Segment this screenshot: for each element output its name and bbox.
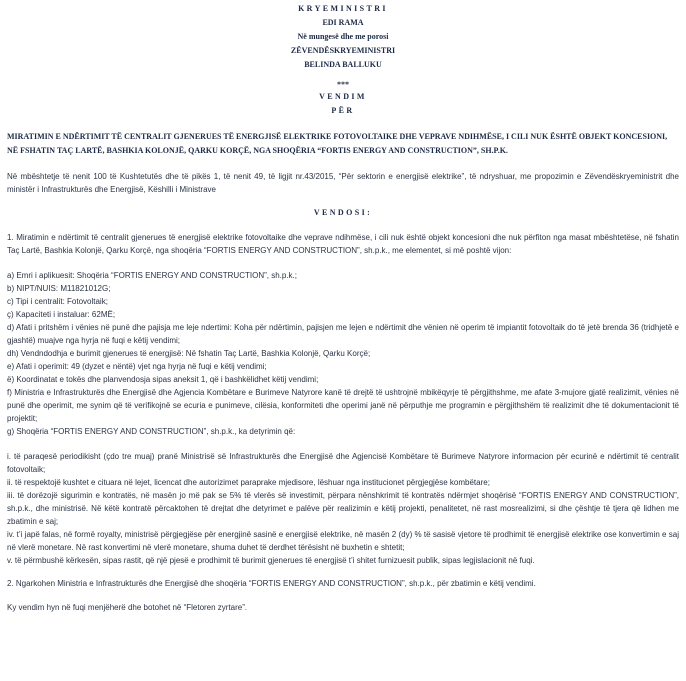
point-1: 1. Miratimin e ndërtimit të centralit gjenerues të energjisë elektrike fotovoltaike dhe veprave ndihmëse, i cili nuk është objekt koncesioni dhe nuk përfiton nga masat mbështetëse, në fshatin Taç Lartë, Bashkia Kolonjë, Qarku Korçë, nga shoqëria “FORTIS ENERGY AND CONSTRUCTION”, sh.p.k., me elementet, si më poshtë vijon: xyxy=(7,233,679,255)
obligation-iv: iv. t’i japë falas, në formë royalty, ministrisë përgjegjëse për energjinë sasinë e energjisë elektrike, në masën 2 (dy) % të sasisë vjetore të prodhimit të energjisë elektrike ose konvertimin e saj në vlerë monetare. Në rast konvertimi në vlerë monetare, shuma duhet të derdhet tërësisht në buxhetin e shtetit; xyxy=(7,530,679,552)
decision-title: MIRATIMIN E NDËRTIMIT TË CENTRALIT GJENERUES TË ENERGJISË ELEKTRIKE FOTOVOLTAIKE DHE VEPRAVE NDIHMËSE, I CILI NUK ËSHTË OBJEKT KONCESIONI, NË FSHATIN TAÇ LARTË, BASHKIA KOLONJË, QARKU KORÇË, NGA SHOQËRIA “FORTIS ENERGY AND CONSTRUCTION”, SH.P.K. xyxy=(7,132,668,155)
document-header xyxy=(7,0,679,118)
element-supervision: f) Ministria e Infrastrukturës dhe Energjisë dhe Agjencia Kombëtare e Burimeve Natyrore kanë të drejtë të ushtrojnë mbikëqyrje të përgjithshme, me afate 3-mujore gjatë realizimit, vënies në punë dhe operimit, me synim që të verifikojnë se ecuria e punimeve, cilësia, konformiteti dhe operimi janë në përputhje me programin e përgjithshëm të realizimit dhe të dokumentacionit të projektit; xyxy=(7,388,679,423)
obligation-iii: iii. të dorëzojë sigurimin e kontratës, në masën jo më pak se 5% të vlerës së investimit, përpara nënshkrimit të kontratës ndërmjet shoqërisë “FORTIS ENERGY AND CONSTRUCTION”, sh.p.k., dhe ministrisë. Në këtë kontratë përcaktohen të drejtat dhe detyrimet e palëve për realizimin e këtij projekti, penalitetet, në rast mosrealizimi, si dhe çështje të tjera që lidhen me zbatimin e saj; xyxy=(7,491,679,526)
header-per: PËR xyxy=(331,106,355,115)
closing-statement: Ky vendim hyn në fuqi menjëherë dhe botohet në “Fletoren zyrtare”. xyxy=(7,602,248,612)
element-type: c) Tipi i centralit: Fotovoltaik; xyxy=(7,297,108,306)
element-coordinates: ë) Koordinatat e tokës dhe planvendosja sipas aneksit 1, që i bashkëlidhet këtij vendimi; xyxy=(7,375,319,384)
header-prime-minister-name: EDI RAMA xyxy=(322,18,364,27)
header-vendim: VENDIM xyxy=(319,92,367,101)
preamble: Në mbështetje të nenit 100 të Kushtetutës dhe të pikës 1, të nenit 49, të ligjit nr.43/2015, “Për sektorin e energjisë elektrike”, të ndryshuar, me propozimin e Zëvendëskryeministrit dhe ministër i Infrastrukturës dhe Energjisë, Këshilli i Ministrave xyxy=(7,172,679,194)
header-deputy-name: BELINDA BALLUKU xyxy=(304,60,382,69)
header-deputy-title: ZËVENDËSKRYEMINISTRI xyxy=(290,46,396,55)
element-deadline: d) Afati i pritshëm i vënies në punë dhe pajisja me leje ndertimi: Koha për ndërtimin, pajisjen me lejen e ndërtimit dhe vënien në operim të impiantit fotovoltaik do të jetë brenda 36 (tridhjetë e gjashtë) muajve nga hyrja në fuqi e këtij vendimi; xyxy=(7,323,679,345)
obligation-v: v. të përmbushë kërkesën, sipas rastit, që një pjesë e prodhimit të burimit gjenerues të energjisë t’i shitet furnizuesit publik, sipas legjislacionit në fuqi. xyxy=(7,556,535,565)
element-location: dh) Vendndodhja e burimit gjenerues të energjisë: Në fshatin Taç Lartë, Bashkia Kolonjë, Qarku Korçë; xyxy=(7,349,371,358)
element-nipt: b) NIPT/NUIS: M11821012G; xyxy=(7,284,111,293)
header-separator: *** xyxy=(337,80,349,89)
elements-list xyxy=(7,269,679,438)
header-absence-note: Në mungesë dhe me porosi xyxy=(297,32,389,41)
element-operation-term: e) Afati i operimit: 49 (dyzet e nëntë) vjet nga hyrja në fuqi e këtij vendimi; xyxy=(7,362,267,371)
header-prime-minister-title: KRYEMINISTRI xyxy=(298,4,388,13)
element-applicant: a) Emri i aplikuesit: Shoqëria “FORTIS ENERGY AND CONSTRUCTION”, sh.p.k.; xyxy=(7,271,297,280)
obligations-list xyxy=(7,450,679,567)
obligation-i: i. të paraqesë periodikisht (çdo tre muaj) pranë Ministrisë së Infrastrukturës dhe Energjisë dhe Agjencisë Kombëtare të Burimeve Natyrore informacion për ecurinë e ndërtimit të centralit fotovoltaik; xyxy=(7,452,679,474)
obligation-ii: ii. të respektojë kushtet e cituara në lejet, licencat dhe autorizimet paraprake mjedisore, lëshuar nga institucionet përgjegjëse kombëtare; xyxy=(7,478,490,487)
element-obligation-intro: g) Shoqëria “FORTIS ENERGY AND CONSTRUCTION”, sh.p.k., ka detyrimin që: xyxy=(7,427,296,436)
vendosi-heading: VENDOSI: xyxy=(313,208,373,217)
element-capacity: ç) Kapaciteti i instaluar: 62MË; xyxy=(7,310,116,319)
point-2: 2. Ngarkohen Ministria e Infrastrukturës dhe Energjisë dhe shoqëria “FORTIS ENERGY AND CONSTRUCTION”, sh.p.k., për zbatimin e këtij vendimi. xyxy=(7,579,536,588)
